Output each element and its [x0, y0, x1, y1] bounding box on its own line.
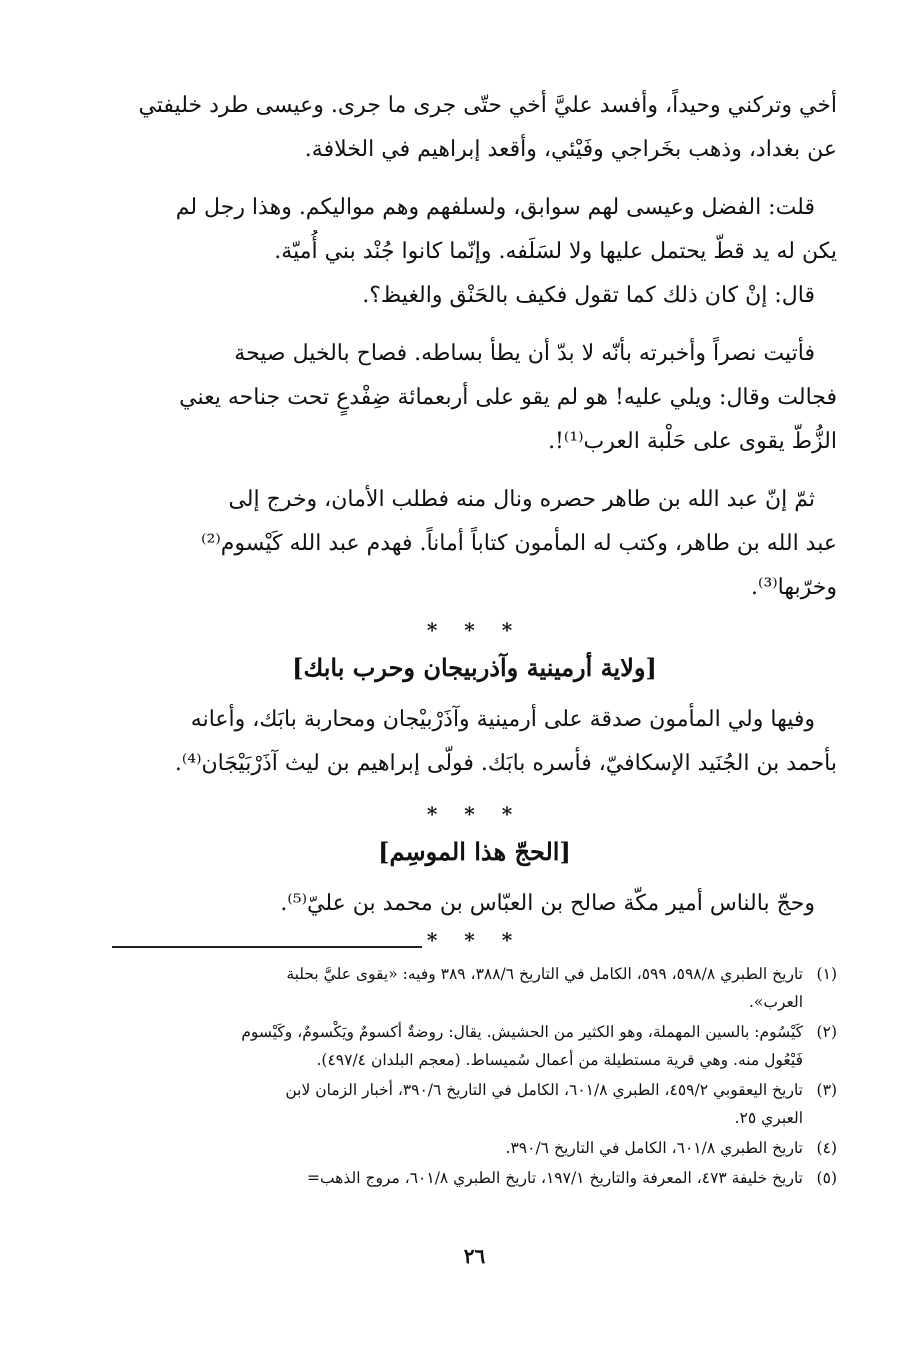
- footnote-line: تاريخ الطبري ٥٩٨/٨، ٥٩٩، الكامل في التاريخ ٣٨٨/٦، ٣٨٩ وفيه: «يقوى عليَّ بحلبة: [286, 965, 803, 983]
- section-separator: * * *: [426, 802, 523, 826]
- text-line: يكن له يد قطّ يحتمل عليها ولا لسَلَفه. وإنّما كانوا جُنْد بني أُميّة.: [274, 239, 837, 264]
- text-line: وخرّبها⁽³⁾.: [751, 575, 837, 600]
- text-line: قال: إنْ كان ذلك كما تقول فكيف بالحَنْق والغيظ؟.: [362, 283, 815, 308]
- footnote-line: فَيْعُول منه. وهي قرية مستطيلة من أعمال سُميساط. (معجم البلدان ٤٩٧/٤).: [316, 1051, 803, 1069]
- footnote-text: [112, 1164, 803, 1192]
- footnote-rule: [112, 946, 422, 948]
- book-page: [112, 84, 837, 1314]
- footnote-number: (٤): [816, 1139, 837, 1157]
- footnote-item: [112, 960, 837, 1016]
- footnotes: [112, 960, 837, 1194]
- footnote-item: [112, 1076, 837, 1132]
- section-separator: * * *: [426, 928, 523, 952]
- text-line: ثمّ إنّ عبد الله بن طاهر حصره ونال منه فطلب الأمان، وخرج إلى: [228, 487, 815, 512]
- paragraph-5: [112, 478, 837, 610]
- footnote-item: [112, 1134, 837, 1162]
- footnote-number: (٣): [816, 1081, 837, 1099]
- text-line: عبد الله بن طاهر، وكتب له المأمون كتاباً أماناً. فهدم عبد الله كَيْسوم⁽²⁾: [201, 531, 837, 556]
- footnote-item: [112, 1018, 837, 1074]
- paragraph-1: [112, 84, 837, 172]
- footnote-line: تاريخ اليعقوبي ٤٥٩/٢، الطبري ٦٠١/٨، الكامل في التاريخ ٣٩٠/٦، أخبار الزمان لابن: [285, 1081, 803, 1099]
- section-heading-hajj: [الحجّ هذا الموسِم]: [378, 837, 571, 866]
- section-separator: * * *: [426, 618, 523, 642]
- section-heading-armenia: [ولاية أرمينية وآذربيجان وحرب بابك]: [292, 653, 657, 682]
- text-line: بأحمد بن الجُنَيد الإسكافيّ، فأسره بابَك. فولّى إبراهيم بن ليث آذَرْبَيْجَان⁽⁴⁾.: [174, 751, 837, 776]
- text-line: وفيها ولي المأمون صدقة على أرمينية وآذَرْبيْجان ومحاربة بابَك، وأعانه: [190, 707, 815, 732]
- footnote-text: [112, 1018, 803, 1074]
- paragraph-4: [112, 332, 837, 464]
- footnote-line: كَيْسُوم: بالسين المهملة، وهو الكثير من الحشيش. يقال: روضةٌ أكسومٌ ويَكْسومٌ، وكَيْسوم: [241, 1023, 803, 1041]
- paragraph-2: [112, 186, 837, 274]
- footnote-text: [112, 1076, 803, 1132]
- page-number: ٢٦: [463, 1244, 486, 1268]
- footnote-line: تاريخ خليفة ٤٧٣، المعرفة والتاريخ ١٩٧/١، تاريخ الطبري ٦٠١/٨، مروج الذهب=: [306, 1169, 803, 1187]
- paragraph-7: [112, 882, 837, 926]
- footnote-item: [112, 1164, 837, 1192]
- footnote-line: العرب».: [748, 993, 803, 1011]
- text-line: أخي وتركني وحيداً، وأفسد عليَّ أخي حتّى جرى ما جرى. وعيسى طرد خليفتي: [138, 93, 837, 118]
- footnote-line: العبري ٢٥.: [734, 1109, 803, 1127]
- paragraph-3: [112, 274, 837, 318]
- footnote-line: تاريخ الطبري ٦٠١/٨، الكامل في التاريخ ٣٩٠/٦.: [505, 1139, 803, 1157]
- footnote-number: (١): [816, 965, 837, 983]
- text-line: فجالت وقال: ويلي عليه! هو لم يقو على أربعمائة ضِفْدعٍ تحت جناحه يعني: [179, 385, 837, 410]
- text-line: الزُّطّ يقوى على حَلْبة العرب⁽¹⁾!.: [548, 429, 837, 454]
- footnote-text: [112, 1134, 803, 1162]
- text-line: وحجّ بالناس أمير مكّة صالح بن العبّاس بن محمد بن عليّ⁽⁵⁾.: [280, 891, 815, 916]
- text-line: عن بغداد، وذهب بخَراجي وفَيْئي، وأقعد إبراهيم في الخلافة.: [304, 137, 837, 162]
- text-line: فأتيت نصراً وأخبرته بأنّه لا بدّ أن يطأ بساطه. فصاح بالخيل صيحة: [234, 341, 815, 366]
- text-line: قلت: الفضل وعيسى لهم سوابق، ولسلفهم وهم مواليكم. وهذا رجل لم: [175, 195, 815, 220]
- footnote-number: (٥): [816, 1169, 837, 1187]
- footnote-number: (٢): [816, 1023, 837, 1041]
- paragraph-6: [112, 698, 837, 786]
- footnote-text: [112, 960, 803, 1016]
